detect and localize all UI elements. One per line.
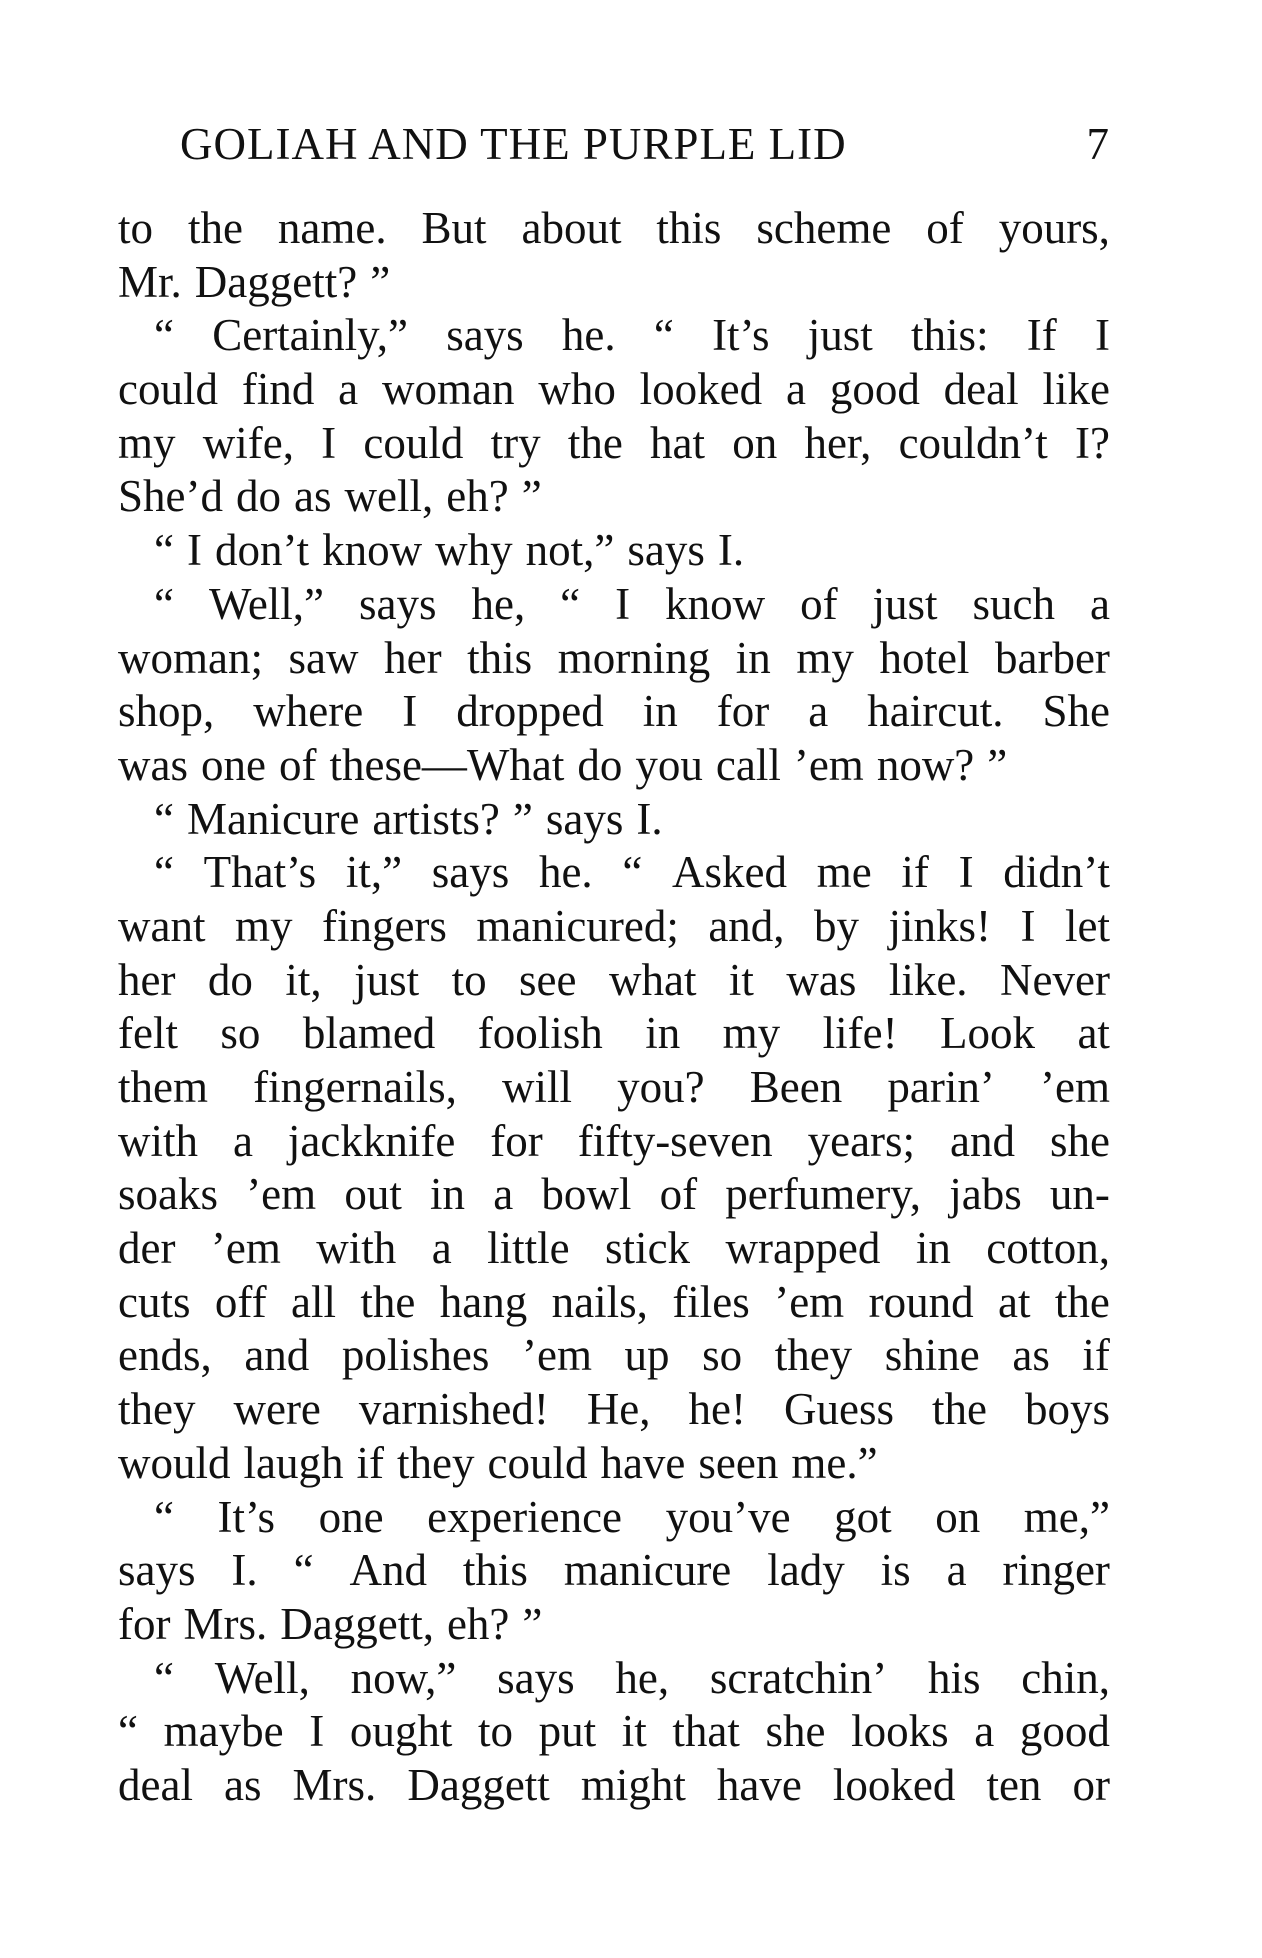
- text-line: cuts off all the hang nails, files ’em round at the: [118, 1276, 1110, 1327]
- text-line: says I. “ And this manicure lady is a ringer: [118, 1545, 1110, 1596]
- text-line: shop, where I dropped in for a haircut. She: [118, 686, 1110, 737]
- text-line: could find a woman who looked a good deal like: [118, 364, 1110, 415]
- text-line: ends, and polishes ’em up so they shine as if: [118, 1330, 1110, 1381]
- text-line: they were varnished! He, he! Guess the boys: [118, 1384, 1110, 1435]
- text-line: “ Certainly,” says he. “ It’s just this: If I: [154, 310, 1110, 361]
- text-line: “ Well, now,” says he, scratchin’ his chin,: [154, 1652, 1110, 1703]
- running-head: [118, 112, 1110, 176]
- text-line: my wife, I could try the hat on her, couldn’t I?: [118, 417, 1110, 468]
- text-line: “ Well,” says he, “ I know of just such a: [154, 578, 1110, 629]
- text-line: “ It’s one experience you’ve got on me,”: [154, 1491, 1110, 1542]
- text-line: felt so blamed foolish in my life! Look at: [118, 1008, 1110, 1059]
- text-line: “ That’s it,” says he. “ Asked me if I didn’t: [154, 847, 1110, 898]
- text-line: to the name. But about this scheme of yours,: [118, 203, 1110, 253]
- text-line: “ Manicure artists? ” says I.: [154, 793, 663, 844]
- text-line: soaks ’em out in a bowl of perfumery, jabs un-: [118, 1169, 1110, 1220]
- text-line: was one of these—What do you call ’em now? ”: [118, 739, 1008, 790]
- text-line: want my fingers manicured; and, by jinks! I let: [118, 900, 1110, 951]
- text-line: with a jackknife for fifty-seven years; and she: [118, 1115, 1110, 1166]
- text-line: Mr. Daggett? ”: [118, 256, 391, 307]
- text-line: for Mrs. Daggett, eh? ”: [118, 1598, 543, 1649]
- running-title: GOLIAH AND THE PURPLE LID: [180, 119, 847, 169]
- text-line: “ maybe I ought to put it that she looks a good: [118, 1706, 1110, 1757]
- text-line: would laugh if they could have seen me.”: [118, 1437, 878, 1488]
- text-line: “ I don’t know why not,” says I.: [154, 525, 745, 576]
- text-line: woman; saw her this morning in my hotel barber: [118, 632, 1110, 683]
- text-line: She’d do as well, eh? ”: [118, 471, 542, 522]
- text-line: deal as Mrs. Daggett might have looked ten or: [118, 1759, 1110, 1810]
- text-line: them fingernails, will you? Been parin’ ’em: [118, 1062, 1110, 1112]
- text-line: her do it, just to see what it was like. Never: [118, 954, 1110, 1005]
- body-text: [118, 202, 1110, 1813]
- text-line: der ’em with a little stick wrapped in cotton,: [118, 1223, 1110, 1274]
- page-number: 7: [1086, 119, 1110, 169]
